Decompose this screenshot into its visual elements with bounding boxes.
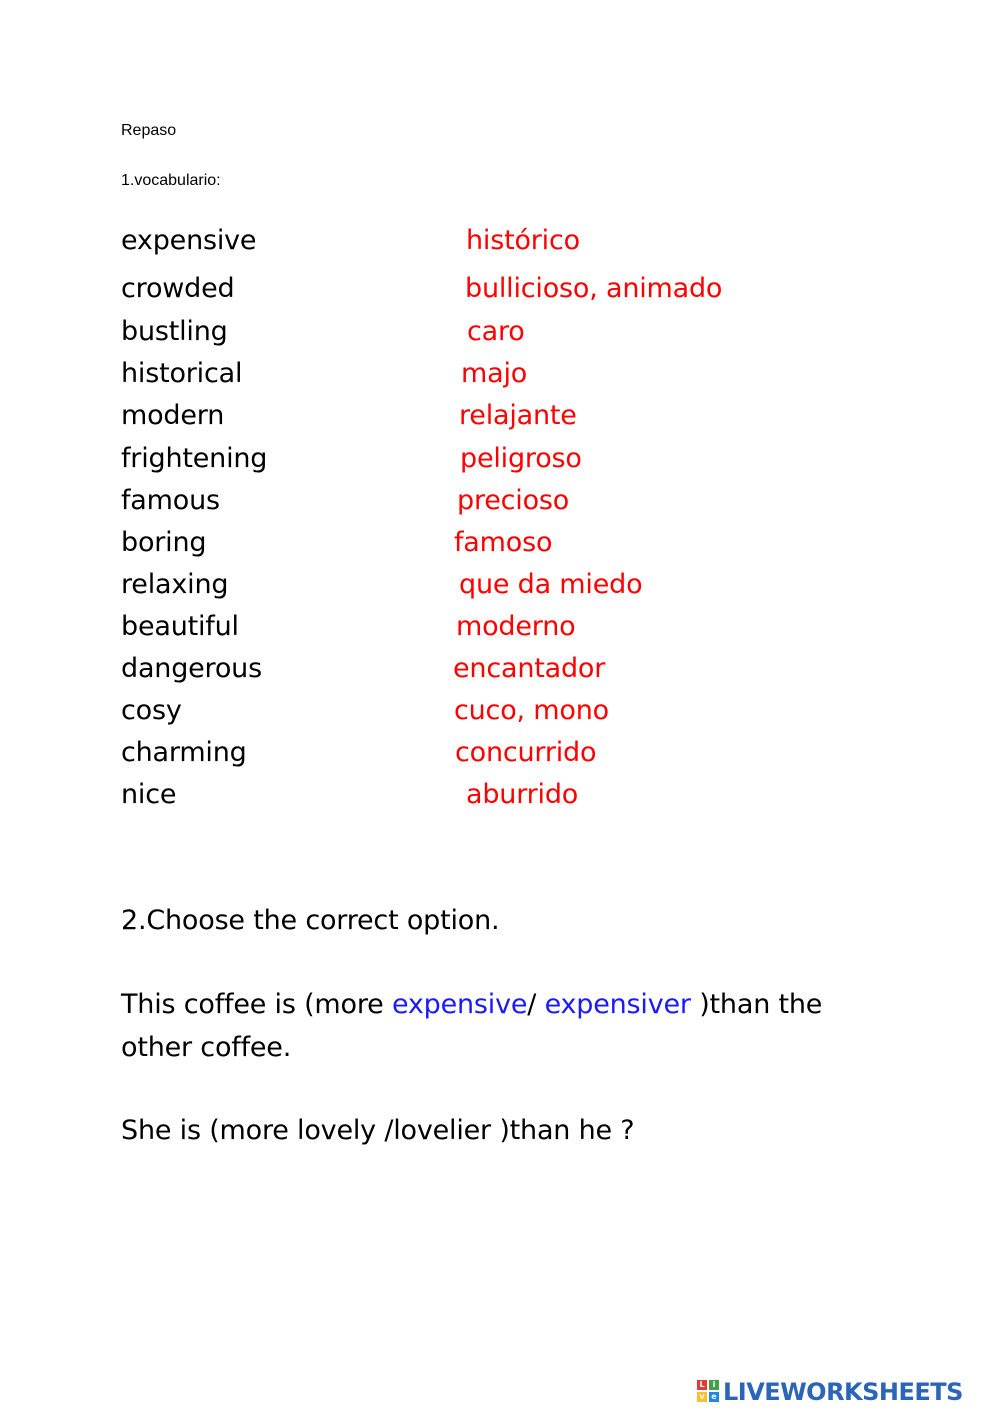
vocab-translation: histórico (466, 225, 580, 256)
vocab-translation: que da miedo (459, 569, 643, 600)
liveworksheets-logo (697, 1378, 963, 1406)
vocab-word: charming (121, 737, 247, 768)
vocab-word: famous (121, 485, 220, 516)
vocab-word: bustling (121, 316, 228, 347)
page-title: Repaso (121, 122, 177, 139)
question-1-prefix: This coffee is (more (121, 989, 392, 1020)
vocab-translation: moderno (456, 611, 576, 642)
vocab-word: boring (121, 527, 207, 558)
vocab-word: frightening (121, 443, 268, 474)
vocab-word: expensive (121, 225, 257, 256)
logo-text: LIVEWORKSHEETS (723, 1378, 963, 1406)
logo-mark-letter: v (697, 1392, 707, 1402)
vocab-word: cosy (121, 695, 182, 726)
vocab-translation: bullicioso, animado (465, 273, 723, 304)
vocab-word: dangerous (121, 653, 262, 684)
question-1-line-2: other coffee. (121, 1032, 292, 1063)
logo-mark-letter: i (709, 1380, 719, 1390)
question-2: She is (more lovely /lovelier )than he ? (121, 1115, 635, 1146)
vocab-word: modern (121, 400, 225, 431)
vocab-translation: concurrido (455, 737, 597, 768)
vocab-translation: aburrido (466, 779, 579, 810)
logo-mark-letter: e (709, 1392, 719, 1402)
vocab-translation: relajante (459, 400, 577, 431)
vocab-translation: famoso (454, 527, 553, 558)
section-heading-vocabulary: 1.vocabulario: (121, 172, 221, 189)
option-separator: / (527, 989, 545, 1020)
logo-mark-letter: L (697, 1380, 707, 1390)
vocab-word: relaxing (121, 569, 229, 600)
vocab-translation: peligroso (460, 443, 582, 474)
question-1 (121, 991, 822, 1018)
option-more-expensive[interactable]: expensive (391, 989, 528, 1020)
vocab-translation: cuco, mono (454, 695, 609, 726)
vocab-word: historical (121, 358, 243, 389)
section-heading-exercise: 2.Choose the correct option. (121, 905, 500, 936)
vocab-word: beautiful (121, 611, 239, 642)
logo-mark-icon (697, 1380, 721, 1404)
vocab-translation: precioso (457, 485, 570, 516)
vocab-translation: encantador (453, 653, 606, 684)
question-1-suffix: )than the (690, 989, 823, 1020)
vocab-word: nice (121, 779, 177, 810)
option-expensiver[interactable]: expensiver (544, 989, 691, 1020)
vocab-word: crowded (121, 273, 235, 304)
vocab-translation: majo (461, 358, 528, 389)
vocab-translation: caro (467, 316, 525, 347)
